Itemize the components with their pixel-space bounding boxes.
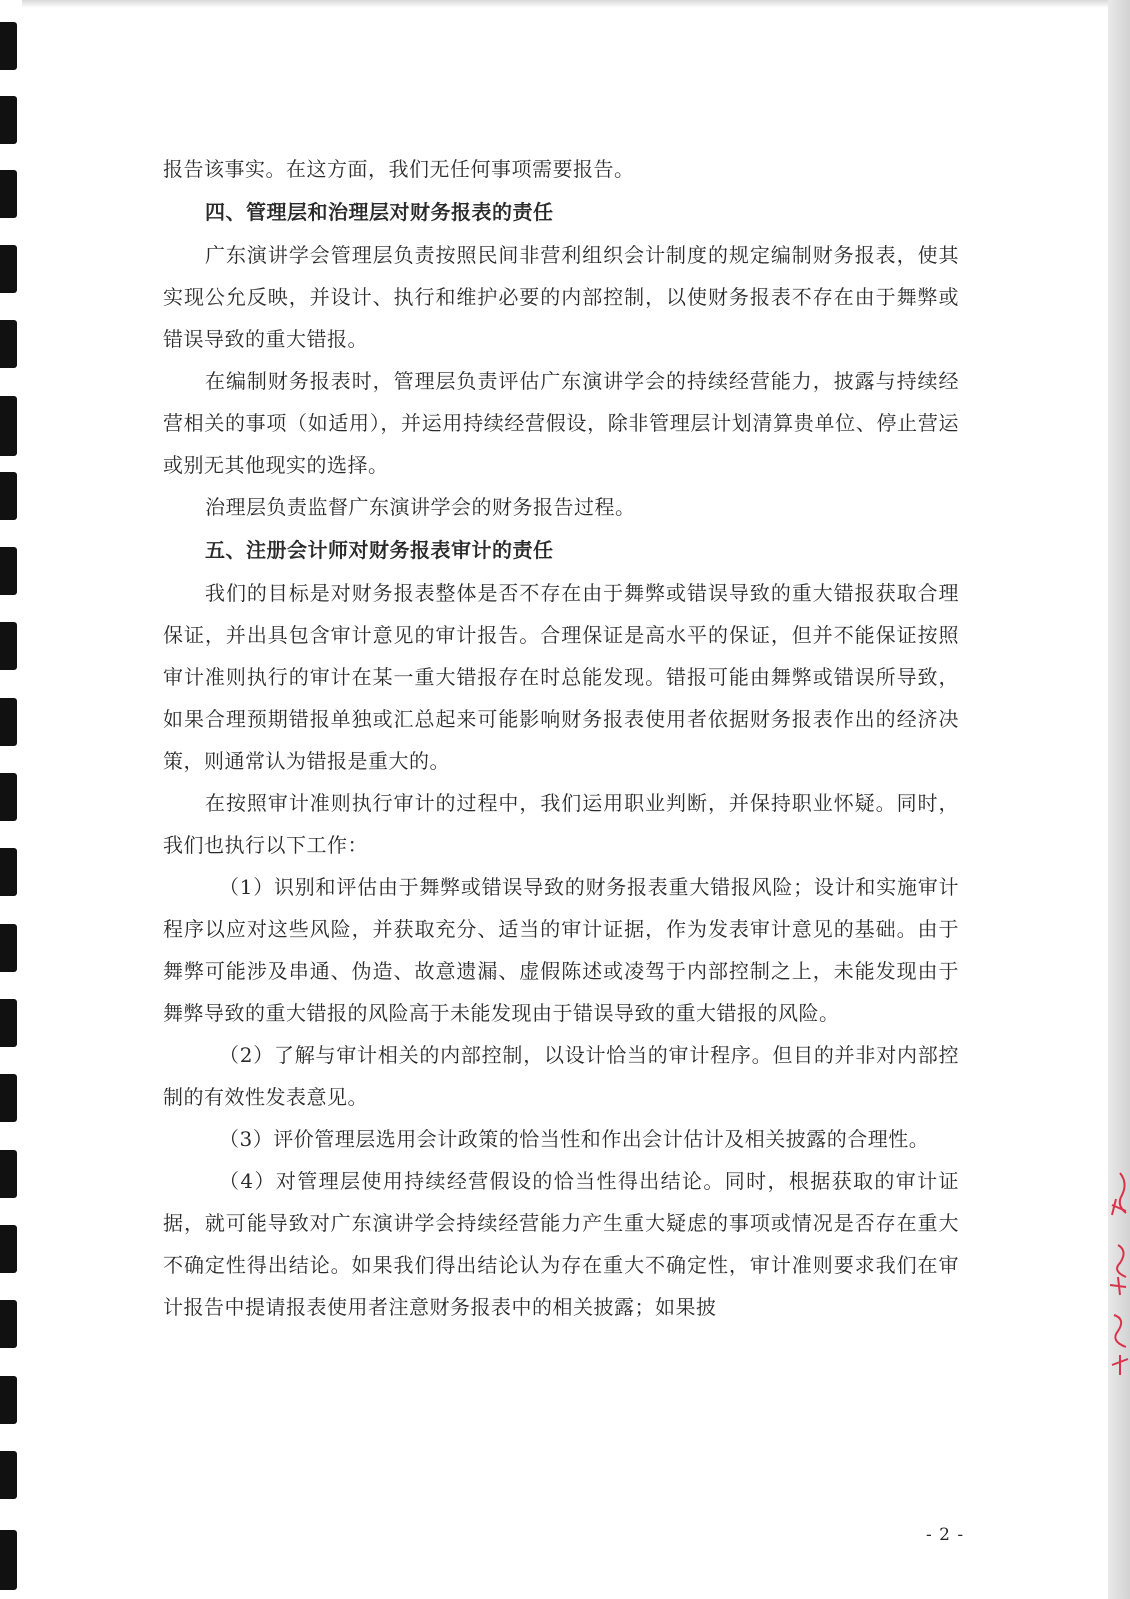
- page-number: - 2 -: [926, 1525, 965, 1545]
- binding-hole: [0, 1150, 17, 1198]
- binding-hole: [0, 848, 17, 896]
- binding-hole: [0, 1530, 17, 1590]
- intro-line: 报告该事实。在这方面，我们无任何事项需要报告。: [163, 157, 635, 181]
- section-4-heading: 四、管理层和治理层对财务报表的责任: [205, 200, 554, 224]
- paragraph: 我们的目标是对财务报表整体是否不存在由于舞弊或错误导致的重大错报获取合理保证，并出具包含审计意见的审计报告。合理保证是高水平的保证，但并不能保证按照审计准则执行的审计在某一重大错报存在时总能发现。错报可能由舞弊或错误所导致，如果合理预期错报单独或汇总起来可能影响财务报表使用者依据财务报表作出的经济决策，则通常认为错报是重大的。: [163, 581, 959, 773]
- binding-holes: [0, 0, 22, 1599]
- binding-hole: [0, 622, 17, 670]
- binding-hole: [0, 1225, 17, 1273]
- scan-top-shadow: [22, 0, 1108, 8]
- binding-hole: [0, 96, 17, 144]
- list-item: （4）对管理层使用持续经营假设的恰当性得出结论。同时，根据获取的审计证据，就可能导致对广东演讲学会持续经营能力产生重大疑虑的事项或情况是否存在重大不确定性得出结论。如果我们得出结论认为存在重大不确定性，审计准则要求我们在审计报告中提请报表使用者注意财务报表中的相关披露；如果披: [163, 1169, 959, 1319]
- paragraph: 在按照审计准则执行审计的过程中，我们运用职业判断，并保持职业怀疑。同时，我们也执行以下工作：: [163, 791, 959, 857]
- list-item: （2）了解与审计相关的内部控制，以设计恰当的审计程序。但目的并非对内部控制的有效性发表意见。: [163, 1043, 959, 1109]
- binding-hole: [0, 924, 17, 972]
- seal-stamp-fragment: [1098, 1165, 1130, 1395]
- binding-hole: [0, 999, 17, 1047]
- binding-hole: [0, 245, 17, 293]
- paragraph: 治理层负责监督广东演讲学会的财务报告过程。: [205, 495, 636, 519]
- binding-hole: [0, 22, 17, 70]
- paragraph: 在编制财务报表时，管理层负责评估广东演讲学会的持续经营能力，披露与持续经营相关的事项（如适用），并运用持续经营假设，除非管理层计划清算贵单位、停止营运或别无其他现实的选择。: [163, 369, 959, 477]
- document-body: [163, 148, 959, 1328]
- binding-hole: [0, 1376, 17, 1424]
- binding-hole: [0, 1300, 17, 1348]
- binding-hole: [0, 698, 17, 746]
- binding-hole: [0, 472, 17, 520]
- binding-hole: [0, 773, 17, 821]
- section-5-heading: 五、注册会计师对财务报表审计的责任: [205, 538, 554, 562]
- binding-hole: [0, 1451, 17, 1499]
- binding-hole: [0, 547, 17, 595]
- binding-hole: [0, 1074, 17, 1122]
- binding-hole: [0, 396, 17, 456]
- list-item: （1）识别和评估由于舞弊或错误导致的财务报表重大错报风险；设计和实施审计程序以应对这些风险，并获取充分、适当的审计证据，作为发表审计意见的基础。由于舞弊可能涉及串通、伪造、故意遗漏、虚假陈述或凌驾于内部控制之上，未能发现由于舞弊导致的重大错报的风险高于未能发现由于错误导致的重大错报的风险。: [163, 875, 959, 1025]
- paragraph: 广东演讲学会管理层负责按照民间非营利组织会计制度的规定编制财务报表，使其实现公允反映，并设计、执行和维护必要的内部控制，以使财务报表不存在由于舞弊或错误导致的重大错报。: [163, 243, 959, 351]
- list-item: （3）评价管理层选用会计政策的恰当性和作出会计估计及相关披露的合理性。: [219, 1127, 930, 1151]
- binding-hole: [0, 170, 17, 218]
- binding-hole: [0, 320, 17, 368]
